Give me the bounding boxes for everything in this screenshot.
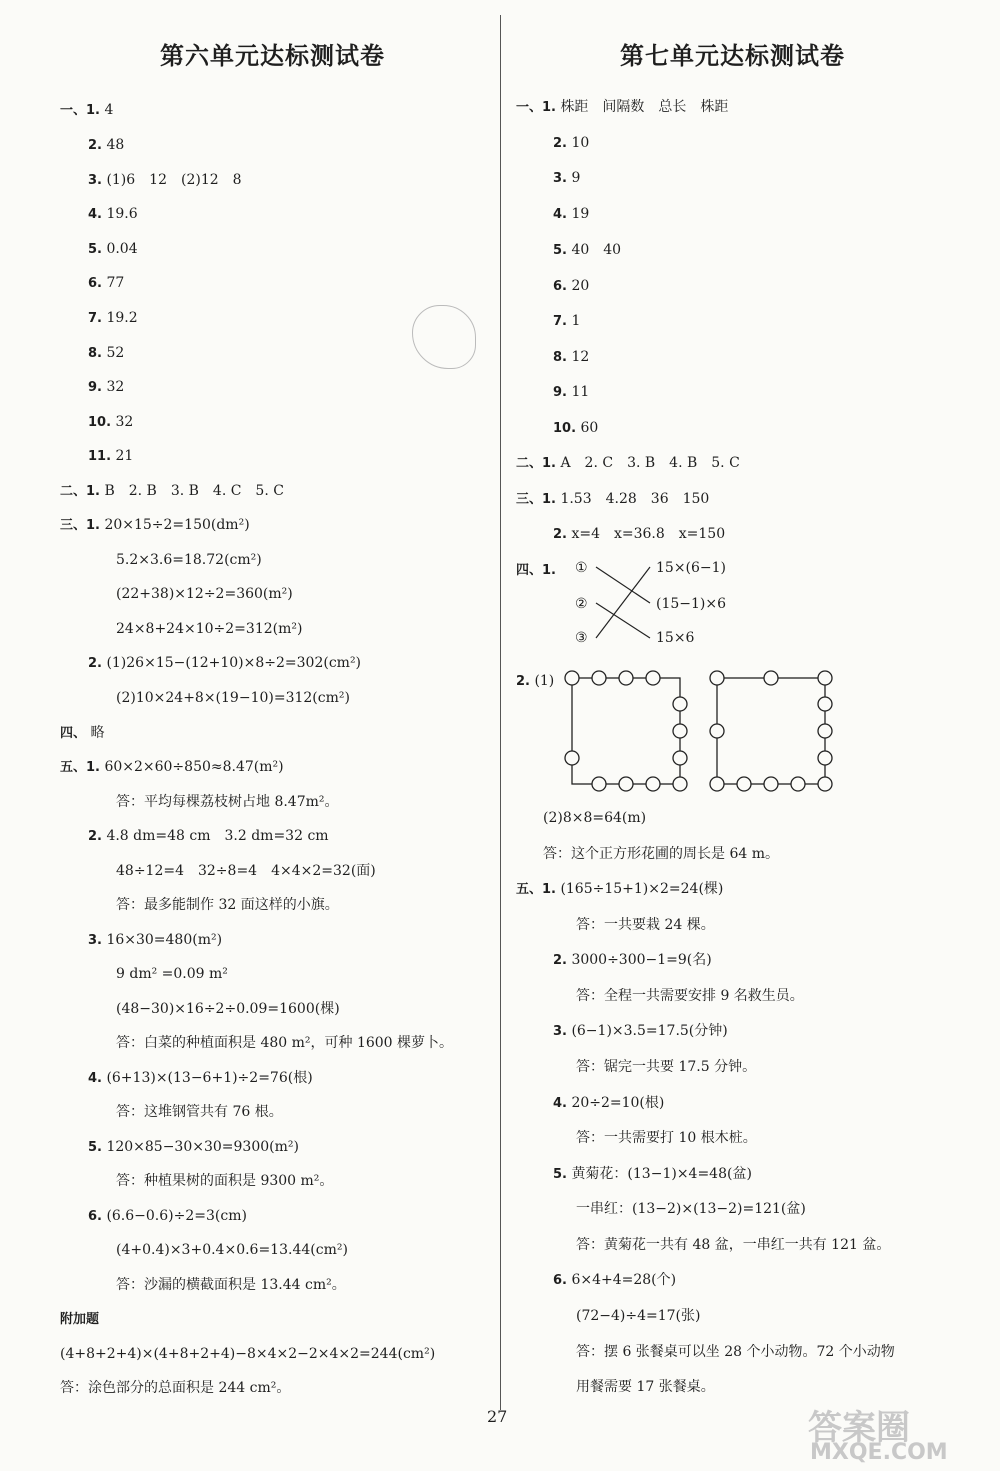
tree-circle <box>565 671 579 685</box>
answer-line <box>60 101 113 120</box>
answer-line <box>543 845 779 863</box>
answer-text: (6.6−0.6)÷2=3(cm) <box>106 1208 247 1224</box>
question-number: 10. <box>88 415 112 430</box>
column-divider <box>500 15 501 1410</box>
answer-text: (2)10×24+8×(19−10)=312(cm²) <box>116 690 350 706</box>
answer-text: 60 <box>580 420 599 436</box>
question-number: 附加题 <box>60 1312 100 1327</box>
answer-line <box>553 169 580 188</box>
answer-text: (72−4)÷4=17(张) <box>576 1308 701 1324</box>
answer-line <box>116 1034 453 1052</box>
answer-text: 120×85−30×30=9300(m²) <box>106 1139 299 1155</box>
question-number: 二、1. <box>516 456 556 471</box>
answer-line <box>60 1345 435 1363</box>
answer-line <box>553 1094 664 1113</box>
answer-text: (1)26×15−(12+10)×8÷2=302(cm²) <box>106 655 362 671</box>
answer-line <box>60 516 250 535</box>
answer-line <box>60 1310 99 1329</box>
question-number: 2. <box>88 138 102 153</box>
tree-circle <box>646 671 660 685</box>
answer-text: 19 <box>571 206 590 222</box>
answer-text: 3000÷300−1=9(名) <box>571 952 712 968</box>
tree-circle <box>673 697 687 711</box>
answer-text: 60×2×60÷850≈8.47(m²) <box>104 759 284 775</box>
answer-line <box>553 1271 676 1290</box>
answer-text: 48 <box>106 137 125 153</box>
square-layout-b <box>710 671 832 791</box>
question-number: 5. <box>88 1140 102 1155</box>
tree-circle <box>818 697 832 711</box>
answer-text: A 2. C 3. B 4. B 5. C <box>560 455 740 471</box>
question-number: 8. <box>88 346 102 361</box>
answer-text: 略 <box>90 725 105 741</box>
answer-line <box>553 419 598 438</box>
answer-line <box>88 378 124 397</box>
answer-line <box>553 348 589 367</box>
answer-line <box>553 241 621 260</box>
question-number: 2. <box>553 953 567 968</box>
answer-text: 株距 间隔数 总长 株距 <box>560 99 729 115</box>
question-number: 4. <box>88 1071 102 1086</box>
answer-text: 4.8 dm=48 cm 3.2 dm=32 cm <box>106 828 329 844</box>
right-title: 第七单元达标测试卷 <box>620 42 845 70</box>
match-line <box>596 567 650 603</box>
answer-text: 4 <box>104 102 114 118</box>
answer-text: 答：种植果树的面积是 9300 m²。 <box>116 1173 334 1189</box>
answer-text: 12 <box>571 349 590 365</box>
answer-line <box>516 490 709 509</box>
answer-line <box>576 1058 756 1076</box>
answer-text: 5.2×3.6=18.72(cm²) <box>116 552 262 568</box>
match-right-item: 15×6 <box>656 630 695 646</box>
left-title: 第六单元达标测试卷 <box>160 42 385 70</box>
answer-line <box>553 134 589 153</box>
question-number: 6. <box>553 279 567 294</box>
answer-line <box>60 482 284 501</box>
answer-text: 答：沙漏的横截面积是 13.44 cm²。 <box>116 1277 346 1293</box>
answer-text: 答：白菜的种植面积是 480 m²，可种 1600 棵萝卜。 <box>116 1035 454 1051</box>
answer-text: 答：一共要栽 24 棵。 <box>576 917 715 933</box>
answer-line <box>116 1241 348 1259</box>
answer-line <box>576 1378 715 1396</box>
tree-circle <box>764 777 778 791</box>
answer-line <box>516 672 554 691</box>
answer-text: (22+38)×12÷2=360(m²) <box>116 586 293 602</box>
matching-diagram <box>570 556 770 646</box>
question-number: 6. <box>88 276 102 291</box>
answer-text: 40 40 <box>571 242 622 258</box>
question-number: 7. <box>88 311 102 326</box>
answer-text: 答：黄菊花一共有 48 盆，一串红一共有 121 盆。 <box>576 1237 891 1253</box>
tree-circle <box>592 671 606 685</box>
stamp-mark <box>412 305 476 369</box>
answer-text: (6+13)×(13−6+1)÷2=76(根) <box>106 1070 313 1086</box>
watermark-url: MXQE.COM <box>810 1440 948 1465</box>
answer-text: (6−1)×3.5=17.5(分钟) <box>571 1023 728 1039</box>
tree-circle <box>710 724 724 738</box>
answer-line <box>116 1172 333 1190</box>
answer-line <box>88 447 133 466</box>
question-number: 2. <box>88 829 102 844</box>
answer-text: 答：全程一共需要安排 9 名救生员。 <box>576 988 804 1004</box>
tree-circle <box>673 777 687 791</box>
question-number: 9. <box>553 385 567 400</box>
answer-text: 1 <box>571 313 581 329</box>
answer-text: 9 dm² =0.09 m² <box>116 966 228 982</box>
question-number: 三、1. <box>516 492 556 507</box>
answer-line <box>88 1069 313 1088</box>
answer-text: 答：摆 6 张餐桌可以坐 28 个小动物。72 个小动物 <box>576 1344 895 1360</box>
question-number: 五、1. <box>516 882 556 897</box>
answer-line <box>116 551 262 569</box>
question-number: 6. <box>88 1209 102 1224</box>
answer-line <box>88 827 329 846</box>
tree-circle <box>565 751 579 765</box>
answer-line <box>60 758 284 777</box>
answer-text: (48−30)×16÷2÷0.09=1600(棵) <box>116 1001 340 1017</box>
answer-line <box>576 1200 806 1218</box>
answer-line <box>553 383 589 402</box>
answer-line <box>116 1276 346 1294</box>
answer-text: 19.2 <box>106 310 138 326</box>
answer-text: 19.6 <box>106 206 138 222</box>
answer-line <box>516 561 556 580</box>
question-number: 3. <box>88 173 102 188</box>
answer-line <box>576 1129 757 1147</box>
answer-line <box>88 931 222 950</box>
answer-line <box>553 205 589 224</box>
match-left-item: ③ <box>575 630 588 646</box>
question-number: 3. <box>553 171 567 186</box>
answer-text: 答：一共需要打 10 根木桩。 <box>576 1130 757 1146</box>
match-left-item: ① <box>575 560 588 576</box>
tree-circle <box>673 751 687 765</box>
answer-text: 20×15÷2=150(dm²) <box>104 517 250 533</box>
tree-circle <box>818 777 832 791</box>
tree-circle <box>710 777 724 791</box>
answer-text: (2)8×8=64(m) <box>543 810 647 826</box>
answer-line <box>553 951 712 970</box>
answer-text: 一串红：(13−2)×(13−2)=121(盆) <box>576 1201 806 1217</box>
answer-line <box>553 277 589 296</box>
answer-line <box>553 1022 728 1041</box>
page-number: 27 <box>487 1407 508 1426</box>
answer-line <box>88 1138 299 1157</box>
tree-circle <box>818 671 832 685</box>
answer-line <box>516 880 723 899</box>
answer-line <box>576 1307 700 1325</box>
answer-line <box>88 654 361 673</box>
answer-line <box>88 1207 247 1226</box>
answer-line <box>88 344 124 363</box>
answer-text: 52 <box>106 345 125 361</box>
tree-circle <box>619 671 633 685</box>
tree-circle <box>737 777 751 791</box>
answer-line <box>516 98 728 117</box>
match-left-item: ② <box>575 596 588 612</box>
answer-line <box>88 171 242 190</box>
question-number: 5. <box>553 243 567 258</box>
tree-circle <box>673 724 687 738</box>
answer-text: 16×30=480(m²) <box>106 932 223 948</box>
answer-line <box>116 896 339 914</box>
question-number: 2. <box>553 136 567 151</box>
square-outline <box>717 678 825 784</box>
match-line <box>596 567 650 638</box>
answer-text: (4+0.4)×3+0.4×0.6=13.44(cm²) <box>116 1242 348 1258</box>
question-number: 6. <box>553 1273 567 1288</box>
question-number: 3. <box>553 1024 567 1039</box>
answer-line <box>553 525 725 544</box>
answer-line <box>576 916 715 934</box>
answer-line <box>116 689 350 707</box>
answer-text: 21 <box>115 448 134 464</box>
question-number: 10. <box>553 421 577 436</box>
question-number: 5. <box>88 242 102 257</box>
tree-circle <box>619 777 633 791</box>
answer-line <box>116 965 228 983</box>
question-number: 3. <box>88 933 102 948</box>
answer-line <box>576 1343 895 1361</box>
tree-circle <box>710 671 724 685</box>
answer-line <box>88 309 138 328</box>
answer-line <box>553 312 580 331</box>
answer-text: 6×4+4=28(个) <box>571 1272 677 1288</box>
answer-text: 答：最多能制作 32 面这样的小旗。 <box>116 897 339 913</box>
tree-circle <box>764 671 778 685</box>
answer-line <box>116 1103 283 1121</box>
answer-text: 77 <box>106 275 125 291</box>
tree-circle <box>791 777 805 791</box>
tree-circle <box>592 777 606 791</box>
answer-text: x=4 x=36.8 x=150 <box>571 526 726 542</box>
answer-text: 答：这个正方形花圃的周长是 64 m。 <box>543 846 779 862</box>
answer-line <box>576 1236 890 1254</box>
answer-line <box>576 987 804 1005</box>
answer-text: B 2. B 3. B 4. C 5. C <box>104 483 284 499</box>
answer-line <box>116 585 293 603</box>
answer-text: 32 <box>106 379 125 395</box>
answer-line <box>88 205 138 224</box>
square-outline <box>572 678 680 784</box>
question-number: 2. <box>516 674 530 689</box>
answer-line <box>88 240 138 259</box>
question-number: 4. <box>553 207 567 222</box>
tree-circle <box>818 751 832 765</box>
answer-text: 10 <box>571 135 590 151</box>
answer-text: 答：涂色部分的总面积是 244 cm²。 <box>60 1380 291 1396</box>
answer-line <box>116 620 302 638</box>
question-number: 9. <box>88 380 102 395</box>
question-number: 三、1. <box>60 518 100 533</box>
watermark-logo: 答案圈 <box>808 1408 910 1448</box>
question-number: 5. <box>553 1167 567 1182</box>
question-number: 11. <box>88 449 112 464</box>
question-number: 五、1. <box>60 760 100 775</box>
answer-line <box>88 413 133 432</box>
question-number: 一、1. <box>60 103 100 118</box>
question-number: 四、 <box>60 726 87 741</box>
tree-circle <box>646 777 660 791</box>
question-number: 4. <box>553 1096 567 1111</box>
answer-text: 32 <box>115 414 134 430</box>
answer-line <box>60 724 104 743</box>
answer-line <box>553 1165 752 1184</box>
answer-text: 24×8+24×10÷2=312(m²) <box>116 621 303 637</box>
question-number: 二、1. <box>60 484 100 499</box>
square-layout-a <box>565 671 687 791</box>
answer-text: (4+8+2+4)×(4+8+2+4)−8×4×2−2×4×2=244(cm²) <box>60 1346 436 1362</box>
answer-text: 0.04 <box>106 241 138 257</box>
answer-line <box>116 1000 340 1018</box>
question-number: 2. <box>553 527 567 542</box>
answer-text: 答：锯完一共要 17.5 分钟。 <box>576 1059 757 1075</box>
match-line <box>596 603 650 638</box>
match-right-item: (15−1)×6 <box>656 596 727 612</box>
answer-text: 用餐需要 17 张餐桌。 <box>576 1379 715 1395</box>
question-number: 四、1. <box>516 563 556 578</box>
square-planting-diagram <box>560 668 840 818</box>
answer-text: (1) <box>534 673 555 689</box>
question-number: 2. <box>88 656 102 671</box>
answer-text: 11 <box>571 384 590 400</box>
answer-line <box>88 274 124 293</box>
answer-text: (165÷15+1)×2=24(棵) <box>560 881 724 897</box>
tree-circle <box>818 724 832 738</box>
answer-line <box>60 1379 290 1397</box>
answer-text: 答：平均每棵荔枝树占地 8.47m²。 <box>116 794 339 810</box>
answer-line <box>516 454 740 473</box>
question-number: 8. <box>553 350 567 365</box>
answer-line <box>88 136 124 155</box>
answer-text: 1.53 4.28 36 150 <box>560 491 710 507</box>
answer-line <box>116 793 339 811</box>
question-number: 4. <box>88 207 102 222</box>
answer-text: 48÷12=4 32÷8=4 4×4×2=32(面) <box>116 863 376 879</box>
question-number: 一、1. <box>516 100 556 115</box>
answer-text: (1)6 12 (2)12 8 <box>106 172 242 188</box>
answer-line <box>116 862 376 880</box>
answer-text: 9 <box>571 170 581 186</box>
answer-text: 黄菊花：(13−1)×4=48(盆) <box>571 1166 752 1182</box>
question-number: 7. <box>553 314 567 329</box>
match-right-item: 15×(6−1) <box>656 560 727 576</box>
answer-text: 20 <box>571 278 590 294</box>
answer-text: 答：这堆钢管共有 76 根。 <box>116 1104 283 1120</box>
answer-text: 20÷2=10(根) <box>571 1095 665 1111</box>
